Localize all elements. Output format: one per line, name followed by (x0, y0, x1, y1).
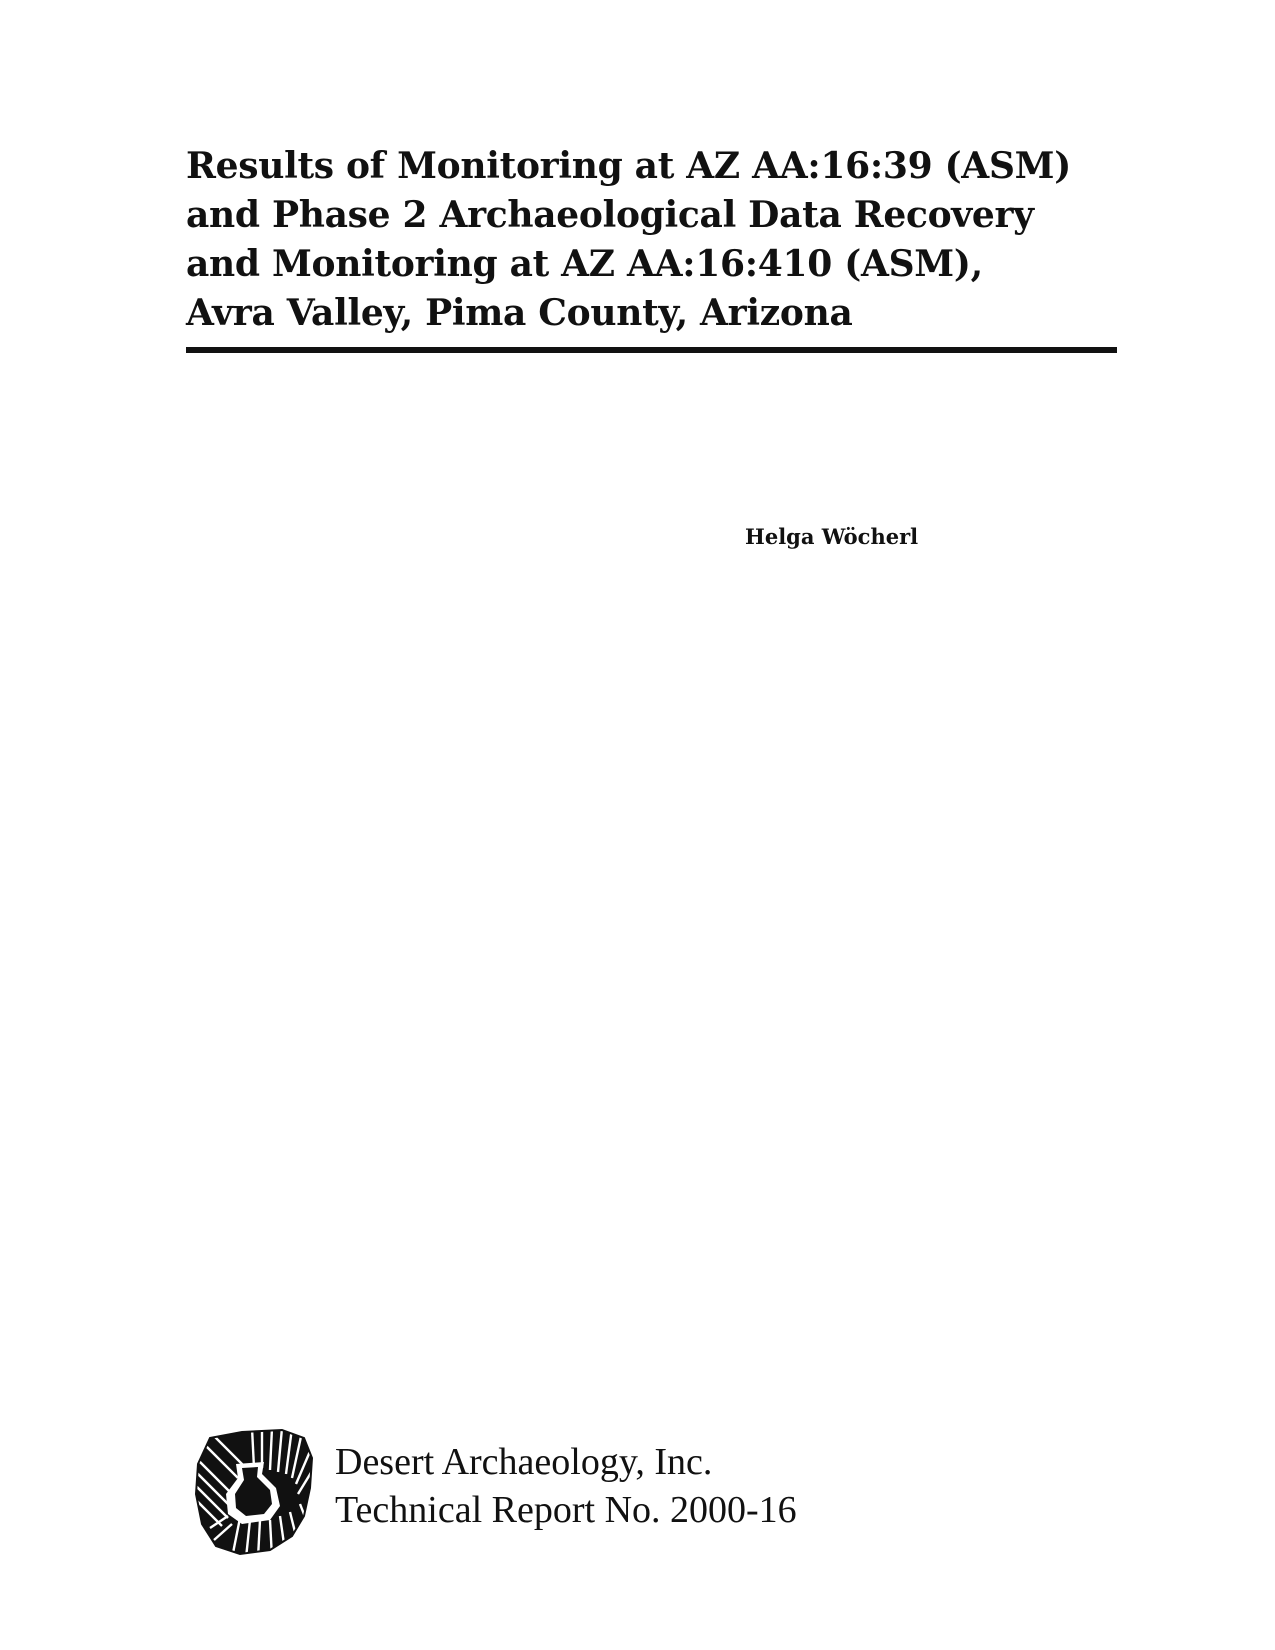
publisher-block (192, 1428, 892, 1558)
title-line-1: Results of Monitoring at AZ AA:16:39 (ASM) (186, 145, 1071, 187)
author-name: Helga Wöcherl (745, 524, 919, 549)
title-line-4: Avra Valley, Pima County, Arizona (186, 292, 853, 334)
desert-archaeology-logo-icon (192, 1428, 316, 1556)
title-line-2: and Phase 2 Archaeological Data Recovery (186, 194, 1034, 236)
title-line-3: and Monitoring at AZ AA:16:410 (ASM), (186, 243, 983, 285)
publisher-name: Desert Archaeology, Inc. (335, 1441, 713, 1483)
report-number: Technical Report No. 2000-16 (335, 1489, 797, 1531)
title-divider (186, 347, 1117, 353)
publisher-text (335, 1438, 797, 1534)
report-title (186, 142, 1126, 338)
